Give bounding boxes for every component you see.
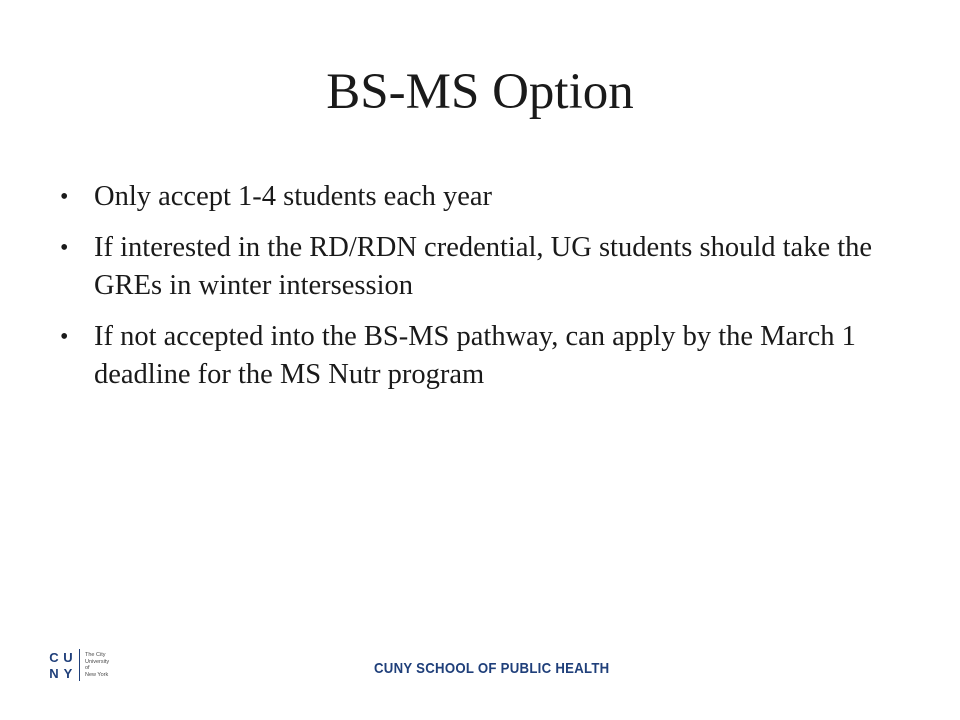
cuny-logo-text [85,652,109,678]
bullet-item [60,178,910,216]
bullet-text: If not accepted into the BS-MS pathway, can apply by the March 1 deadline for the MS Nutr program [94,321,856,390]
bullet-text: If interested in the RD/RDN credential, UG students should take the GREs in winter intersession [94,232,873,301]
bullet-icon: • [60,235,69,261]
slide-title: BS-MS Option [326,64,634,120]
logo-letter: U [63,649,73,665]
logo-divider [79,649,80,681]
bullet-list [60,178,910,407]
logo-text-line: New York [85,671,109,678]
school-name: CUNY SCHOOL OF PUBLIC HEALTH [374,660,610,677]
logo-letter: Y [63,665,73,681]
logo-text-line: University [85,658,110,665]
bullet-text: Only accept 1-4 students each year [94,181,493,212]
bullet-icon: • [60,324,69,350]
cuny-logo-mark [47,649,75,681]
logo-text-line: of [85,665,90,671]
logo-letter: N [49,665,59,681]
logo-text-line: The City [85,652,106,658]
cuny-logo [47,649,109,681]
bullet-icon: • [60,184,69,210]
bullet-item [60,229,910,305]
bullet-item [60,318,910,394]
logo-letter: C [49,649,59,665]
